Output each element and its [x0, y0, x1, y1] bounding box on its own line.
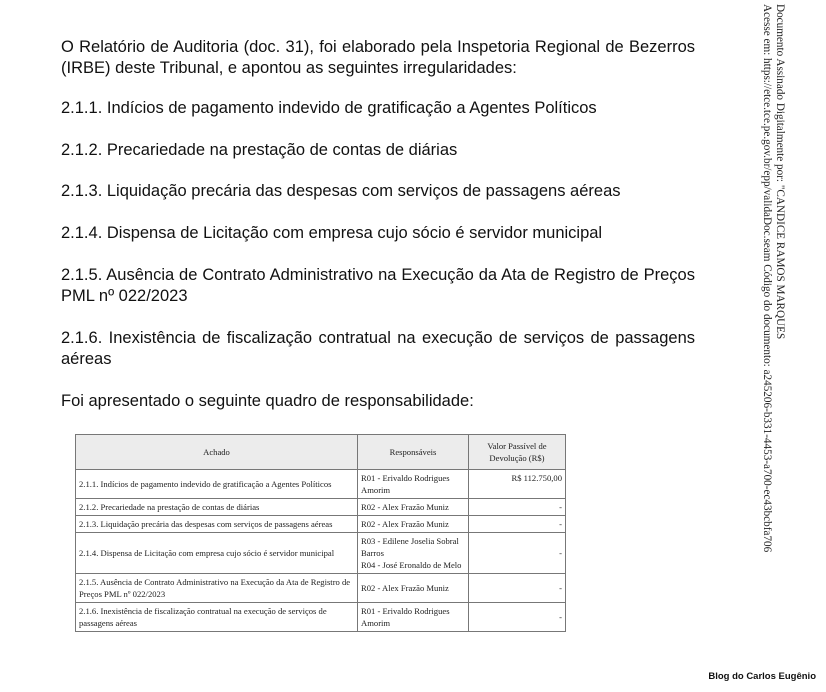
cell-valor: - [469, 574, 566, 603]
cell-valor: - [469, 499, 566, 516]
irregularity-item: 2.1.5. Ausência de Contrato Administrativo na Execução da Ata de Registro de Preços PML nº 022/2023 [61, 266, 695, 305]
cell-achado: 2.1.4. Dispensa de Licitação com empresa cujo sócio é servidor municipal [76, 533, 358, 574]
table-row [76, 499, 566, 516]
cell-achado: 2.1.6. Inexistência de fiscalização contratual na execução de serviços de passagens aéreas [76, 603, 358, 632]
cell-achado: 2.1.1. Indícios de pagamento indevido de gratificação a Agentes Políticos [76, 470, 358, 499]
cell-responsaveis [358, 533, 469, 574]
table-row [76, 533, 566, 574]
cell-valor: - [469, 603, 566, 632]
table-header-row [76, 435, 566, 470]
header-achado: Achado [76, 435, 358, 470]
cell-responsaveis: R02 - Alex Frazão Muniz [358, 516, 469, 533]
cell-responsaveis: R02 - Alex Frazão Muniz [358, 574, 469, 603]
table-row [76, 470, 566, 499]
header-valor: Valor Passível de Devolução (R$) [469, 435, 566, 470]
signature-line: Documento Assinado Digitalmente por: "CANDICE RAMOS MARQUES [774, 4, 786, 340]
cell-responsaveis: R02 - Alex Frazão Muniz [358, 499, 469, 516]
responsible-name: R04 - José Eronaldo de Melo [361, 560, 462, 570]
cell-responsaveis: R01 - Erivaldo Rodrigues Amorim [358, 603, 469, 632]
verification-line: Acesse em: https://etce.tce.pe.gov.br/epp/validaDoc.seam Código do documento: a245206-b331-4453-a700-ec43bcbfa706 [761, 4, 773, 553]
cell-achado: 2.1.3. Liquidação precária das despesas com serviços de passagens aéreas [76, 516, 358, 533]
blog-watermark: Blog do Carlos Eugênio [708, 671, 816, 682]
cell-achado: 2.1.2. Precariedade na prestação de contas de diárias [76, 499, 358, 516]
table-row [76, 603, 566, 632]
responsibility-table [75, 434, 566, 632]
irregularity-item: 2.1.2. Precariedade na prestação de contas de diárias [61, 141, 458, 159]
cell-achado: 2.1.5. Ausência de Contrato Administrativo na Execução da Ata de Registro de Preços PML nº 022/2023 [76, 574, 358, 603]
table-lead-text: Foi apresentado o seguinte quadro de responsabilidade: [61, 392, 474, 410]
table-row [76, 574, 566, 603]
table-row [76, 516, 566, 533]
cell-valor: R$ 112.750,00 [469, 470, 566, 499]
irregularity-item: 2.1.3. Liquidação precária das despesas com serviços de passagens aéreas [61, 182, 621, 200]
responsible-name: R03 - Edilene Joselia Sobral Barros [361, 536, 459, 558]
header-responsaveis: Responsáveis [358, 435, 469, 470]
cell-valor: - [469, 533, 566, 574]
cell-responsaveis: R01 - Erivaldo Rodrigues Amorim [358, 470, 469, 499]
irregularity-item: 2.1.1. Indícios de pagamento indevido de gratificação a Agentes Políticos [61, 99, 597, 117]
irregularity-item: 2.1.6. Inexistência de fiscalização contratual na execução de serviços de passagens aéreas [61, 329, 695, 368]
digital-signature-stamp [760, 4, 786, 552]
intro-paragraph: O Relatório de Auditoria (doc. 31), foi elaborado pela Inspetoria Regional de Bezerros (IRBE) deste Tribunal, e apontou as seguintes irregularidades: [61, 38, 695, 77]
irregularity-item: 2.1.4. Dispensa de Licitação com empresa cujo sócio é servidor municipal [61, 224, 603, 242]
cell-valor: - [469, 516, 566, 533]
